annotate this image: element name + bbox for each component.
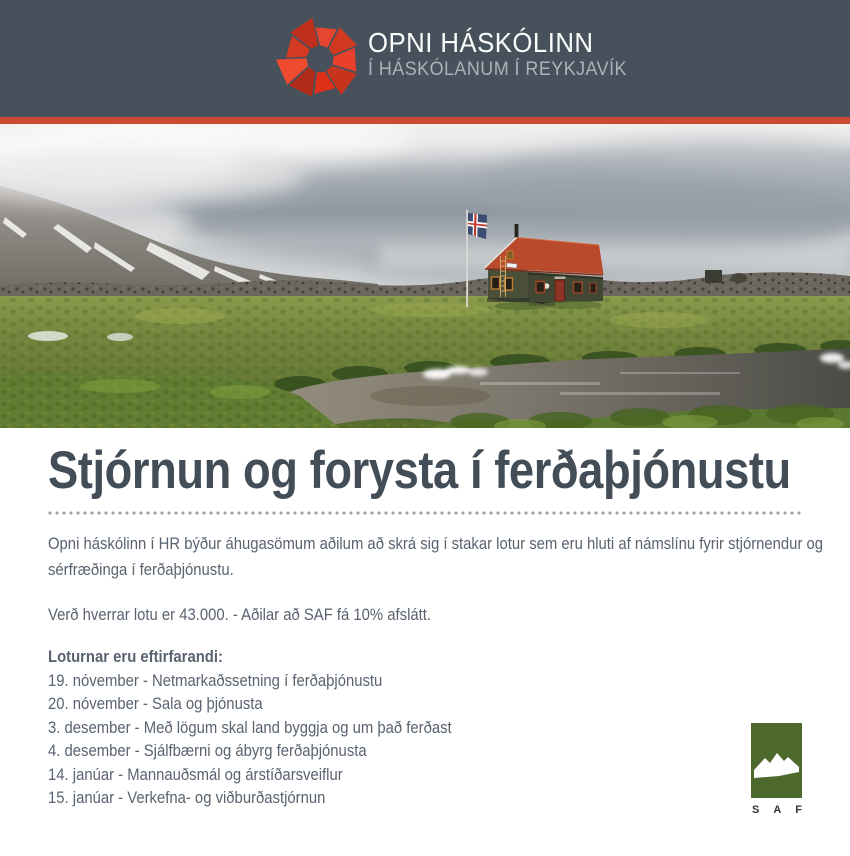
price-line: Verð hverrar lotu er 43.000. - Aðilar að SAF fá 10% afslátt. (48, 606, 432, 624)
intro-paragraph: Opni háskólinn í HR býður áhugasömum aðilum að skrá sig í stakar lotur sem eru hluti af námslínu fyrir stjórnendur og sérfræðinga í ferðaþjónustu. (48, 535, 824, 579)
schedule-item: 20. nóvember - Sala og þjónusta (48, 695, 263, 713)
brand-text (368, 28, 649, 80)
page-title: Stjórnun og forysta í ferðaþjónustu (48, 441, 791, 500)
brand-subtitle: Í HÁSKÓLANUM Í REYKJAVÍK (368, 58, 627, 80)
accent-stripe (0, 117, 850, 124)
schedule-item: 14. janúar - Mannauðsmál og árstíðarsveiflur (48, 765, 343, 784)
header-bar (0, 0, 850, 117)
schedule-item: 3. desember - Með lögum skal land byggja og um það ferðast (48, 718, 452, 737)
hero-photo-iceland-cabin (0, 124, 850, 428)
schedule-item: 19. nóvember - Netmarkaðssetning í ferðaþjónustu (48, 671, 383, 690)
saf-letters: S A F (752, 804, 802, 816)
saf-mountain-icon (751, 723, 802, 798)
schedule-list (48, 646, 497, 811)
schedule-heading: Loturnar eru eftirfarandi: (48, 648, 223, 666)
saf-logo[interactable] (751, 723, 803, 816)
schedule-item: 4. desember - Sjálfbærni og ábyrg ferðaþjónusta (48, 742, 367, 760)
dotted-divider (48, 511, 801, 515)
brand-title: OPNI HÁSKÓLINN (368, 27, 594, 58)
schedule-item: 15. janúar - Verkefna- og viðburðastjórnun (48, 789, 326, 807)
ru-pinwheel-logo[interactable] (276, 15, 364, 103)
